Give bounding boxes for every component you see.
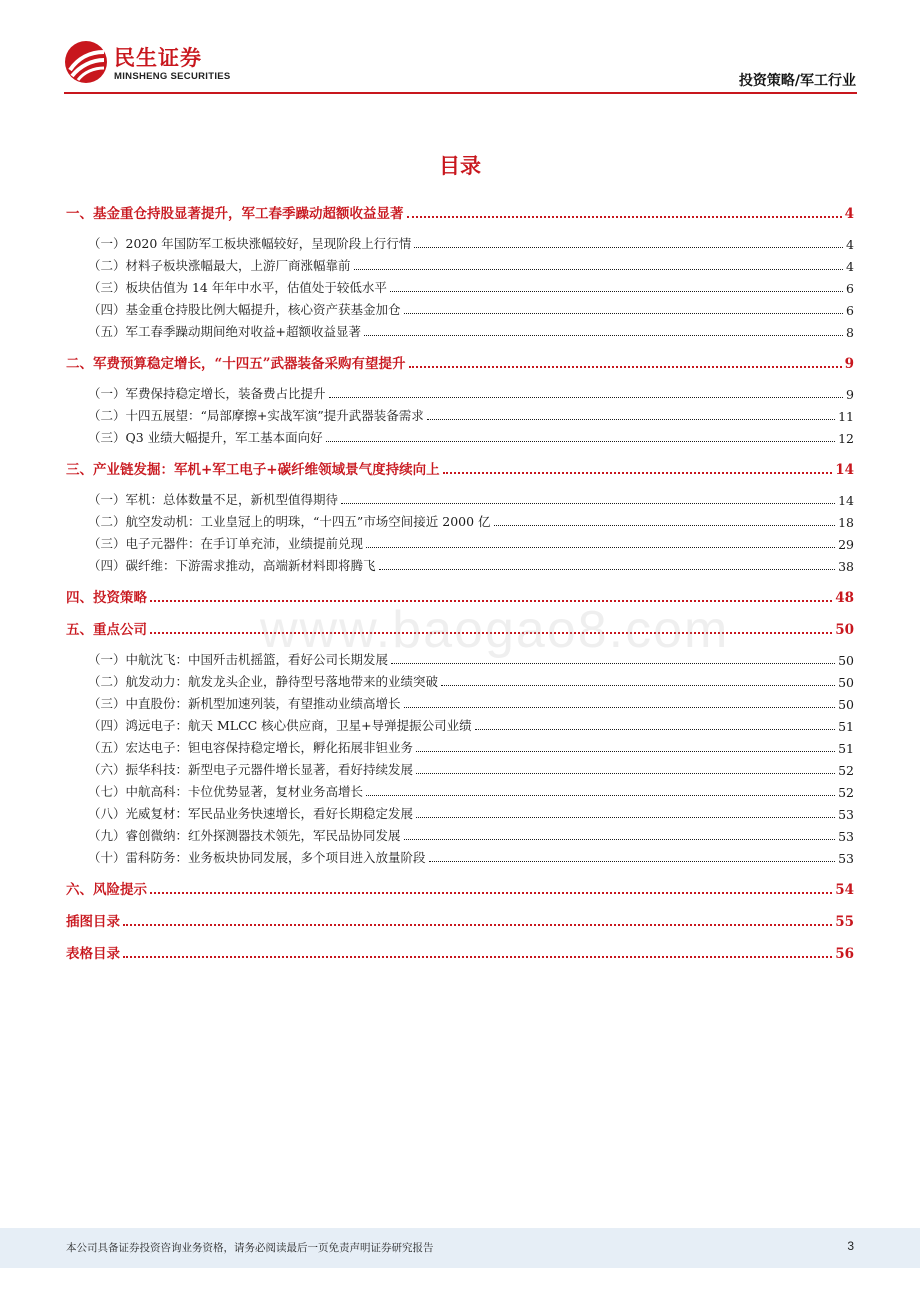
toc-entry-page: 9 [844, 356, 854, 372]
toc-entry-page: 38 [838, 559, 854, 574]
toc-entry-label: （四）鸿远电子：航天 MLCC 核心供应商，卫星+导弹提振公司业绩 [88, 718, 472, 733]
toc-subsection-entry[interactable] [66, 690, 854, 712]
toc-subsection-entry[interactable] [66, 530, 854, 552]
toc-entry-label: 五、重点公司 [66, 622, 147, 638]
toc-entry-page: 6 [846, 281, 854, 296]
toc-entry-page: 48 [835, 590, 854, 606]
toc-entry-page: 53 [838, 807, 854, 822]
toc-entry-page: 11 [838, 409, 854, 424]
toc-section-entry[interactable] [66, 350, 854, 372]
toc-dot-leader [329, 397, 844, 398]
toc-title: 目录 [439, 154, 481, 178]
toc-entry-page: 6 [846, 303, 854, 318]
toc-entry-page: 55 [835, 914, 854, 930]
toc-entry-page: 50 [838, 697, 854, 712]
toc-entry-page: 12 [838, 431, 854, 446]
toc-entry-label: （六）振华科技：新型电子元器件增长显著，看好持续发展 [88, 762, 414, 777]
toc-subsection-entry[interactable] [66, 230, 854, 252]
toc-dot-leader [427, 419, 835, 420]
toc-dot-leader [123, 924, 832, 926]
toc-entry-label: （二）材料子板块涨幅最大，上游厂商涨幅靠前 [88, 258, 351, 273]
toc-dot-leader [404, 313, 844, 314]
toc-entry-label: （七）中航高科：卡位优势显著，复材业务高增长 [88, 784, 364, 799]
toc-entry-page: 50 [838, 653, 854, 668]
toc-dot-leader [414, 247, 843, 248]
toc-entry-label: （一）军机：总体数量不足，新机型值得期待 [88, 492, 339, 507]
toc-entry-label: （九）睿创微纳：红外探测器技术领先，军民品协同发展 [88, 828, 401, 843]
toc-dot-leader [443, 472, 833, 474]
toc-entry-page: 51 [838, 741, 854, 756]
toc-entry-page: 54 [835, 882, 854, 898]
toc-entry-label: （二）航空发动机：工业皇冠上的明珠，“十四五”市场空间接近 2000 亿 [88, 514, 491, 529]
toc-entry-label: 二、军费预算稳定增长，“十四五”武器装备采购有望提升 [66, 356, 406, 372]
toc-entry-label: （八）光威复材：军民品业务快速增长，看好长期稳定发展 [88, 806, 414, 821]
toc-subsection-entry[interactable] [66, 734, 854, 756]
page-number: 3 [847, 1239, 854, 1253]
toc-entry-label: （三）电子元器件：在手订单充沛，业绩提前兑现 [88, 536, 364, 551]
toc-subsection-entry[interactable] [66, 380, 854, 402]
header-divider [64, 92, 857, 94]
toc-entry-label: （二）十四五展望：“局部摩擦+实战军演”提升武器装备需求 [88, 408, 424, 423]
watermark: www.baogao8.com [260, 601, 730, 659]
toc-entry-page: 8 [846, 325, 854, 340]
toc-subsection-entry[interactable] [66, 822, 854, 844]
toc-dot-leader [475, 729, 835, 730]
toc-subsection-entry[interactable] [66, 252, 854, 274]
toc-entry-label: （三）板块估值为 14 年年中水平，估值处于较低水平 [88, 280, 387, 295]
toc-entry-label: （四）碳纤维：下游需求推动，高端新材料即将腾飞 [88, 558, 376, 573]
toc-dot-leader [429, 861, 836, 862]
toc-subsection-entry[interactable] [66, 402, 854, 424]
toc-entry-page: 53 [838, 851, 854, 866]
toc-dot-leader [354, 269, 844, 270]
minsheng-logo [64, 40, 254, 88]
toc-entry-page: 53 [838, 829, 854, 844]
toc-dot-leader [150, 892, 832, 894]
toc-subsection-entry[interactable] [66, 712, 854, 734]
toc-entry-label: 三、产业链发掘：军机+军工电子+碳纤维领域景气度持续向上 [66, 462, 440, 478]
toc-entry-label: （一）军费保持稳定增长，装备费占比提升 [88, 386, 326, 401]
toc-entry-page: 9 [846, 387, 854, 402]
toc-dot-leader [341, 503, 835, 504]
toc-entry-label: 插图目录 [66, 914, 120, 930]
toc-dot-leader [494, 525, 836, 526]
toc-dot-leader [391, 663, 835, 664]
toc-dot-leader [123, 956, 832, 958]
toc-entry-label: （一）2020 年国防军工板块涨幅较好，呈现阶段上行行情 [88, 236, 412, 251]
toc-dot-leader [409, 366, 842, 368]
toc-entry-page: 50 [838, 675, 854, 690]
toc-subsection-entry[interactable] [66, 424, 854, 446]
toc-dot-leader [404, 707, 836, 708]
toc-entry-page: 4 [844, 206, 854, 222]
toc-dot-leader [416, 751, 835, 752]
toc-subsection-entry[interactable] [66, 508, 854, 530]
toc-entry-label: （一）中航沈飞：中国歼击机摇篮，看好公司长期发展 [88, 652, 389, 667]
toc-entry-label: （五）军工春季躁动期间绝对收益+超额收益显著 [88, 324, 361, 339]
toc-section-entry[interactable] [66, 456, 854, 478]
toc-entry-page: 52 [838, 763, 854, 778]
toc-entry-label: （三）Q3 业绩大幅提升，军工基本面向好 [88, 430, 323, 445]
toc-dot-leader [407, 216, 842, 218]
toc-entry-label: （三）中直股份：新机型加速列装，有望推动业绩高增长 [88, 696, 401, 711]
toc-entry-page: 4 [846, 259, 854, 274]
toc-entry-page: 29 [838, 537, 854, 552]
toc-entry-page: 18 [838, 515, 854, 530]
toc-entry-label: （十）雷科防务：业务板块协同发展，多个项目进入放量阶段 [88, 850, 426, 865]
minsheng-logo-icon [64, 40, 108, 84]
toc-entry-label: （四）基金重仓持股比例大幅提升，核心资产获基金加仓 [88, 302, 401, 317]
logo-chinese-name: 民生证券 [114, 46, 202, 70]
toc-subsection-entry[interactable] [66, 844, 854, 866]
toc-dot-leader [441, 685, 835, 686]
toc-entry-page: 51 [838, 719, 854, 734]
toc-section-entry[interactable] [66, 908, 854, 930]
toc-section-entry[interactable] [66, 876, 854, 898]
toc-entry-page: 14 [835, 462, 854, 478]
toc-dot-leader [379, 569, 836, 570]
toc-subsection-entry[interactable] [66, 668, 854, 690]
toc-entry-page: 4 [846, 237, 854, 252]
toc-subsection-entry[interactable] [66, 296, 854, 318]
toc-subsection-entry[interactable] [66, 274, 854, 296]
toc-entry-page: 56 [835, 946, 854, 962]
toc-section-entry[interactable] [66, 940, 854, 962]
toc-entry-label: 六、风险提示 [66, 882, 147, 898]
toc-subsection-entry[interactable] [66, 778, 854, 800]
toc-entry-label: （二）航发动力：航发龙头企业，静待型号落地带来的业绩突破 [88, 674, 439, 689]
toc-section-entry[interactable] [66, 200, 854, 222]
toc-entry-label: （五）宏达电子：钽电容保持稳定增长，孵化拓展非钽业务 [88, 740, 414, 755]
toc-entry-label: 四、投资策略 [66, 590, 147, 606]
toc-entry-page: 14 [838, 493, 854, 508]
toc-dot-leader [404, 839, 836, 840]
toc-subsection-entry[interactable] [66, 552, 854, 574]
toc-dot-leader [364, 335, 843, 336]
toc-entry-page: 50 [835, 622, 854, 638]
toc-entry-page: 52 [838, 785, 854, 800]
toc-subsection-entry[interactable] [66, 486, 854, 508]
toc-dot-leader [416, 817, 835, 818]
toc-dot-leader [416, 773, 835, 774]
toc-dot-leader [326, 441, 835, 442]
logo-english-name: MINSHENG SECURITIES [114, 71, 231, 82]
page-header [0, 0, 920, 100]
toc-dot-leader [366, 547, 835, 548]
footer-disclaimer: 本公司具备证券投资咨询业务资格，请务必阅读最后一页免责声明证券研究报告 [66, 1242, 434, 1254]
toc-subsection-entry[interactable] [66, 756, 854, 778]
toc-dot-leader [366, 795, 835, 796]
toc-entry-label: 一、基金重仓持股显著提升，军工春季躁动超额收益显著 [66, 206, 404, 222]
toc-dot-leader [390, 291, 843, 292]
toc-entry-label: 表格目录 [66, 946, 120, 962]
toc-subsection-entry[interactable] [66, 318, 854, 340]
toc-subsection-entry[interactable] [66, 800, 854, 822]
report-category: 投资策略/军工行业 [738, 73, 856, 89]
